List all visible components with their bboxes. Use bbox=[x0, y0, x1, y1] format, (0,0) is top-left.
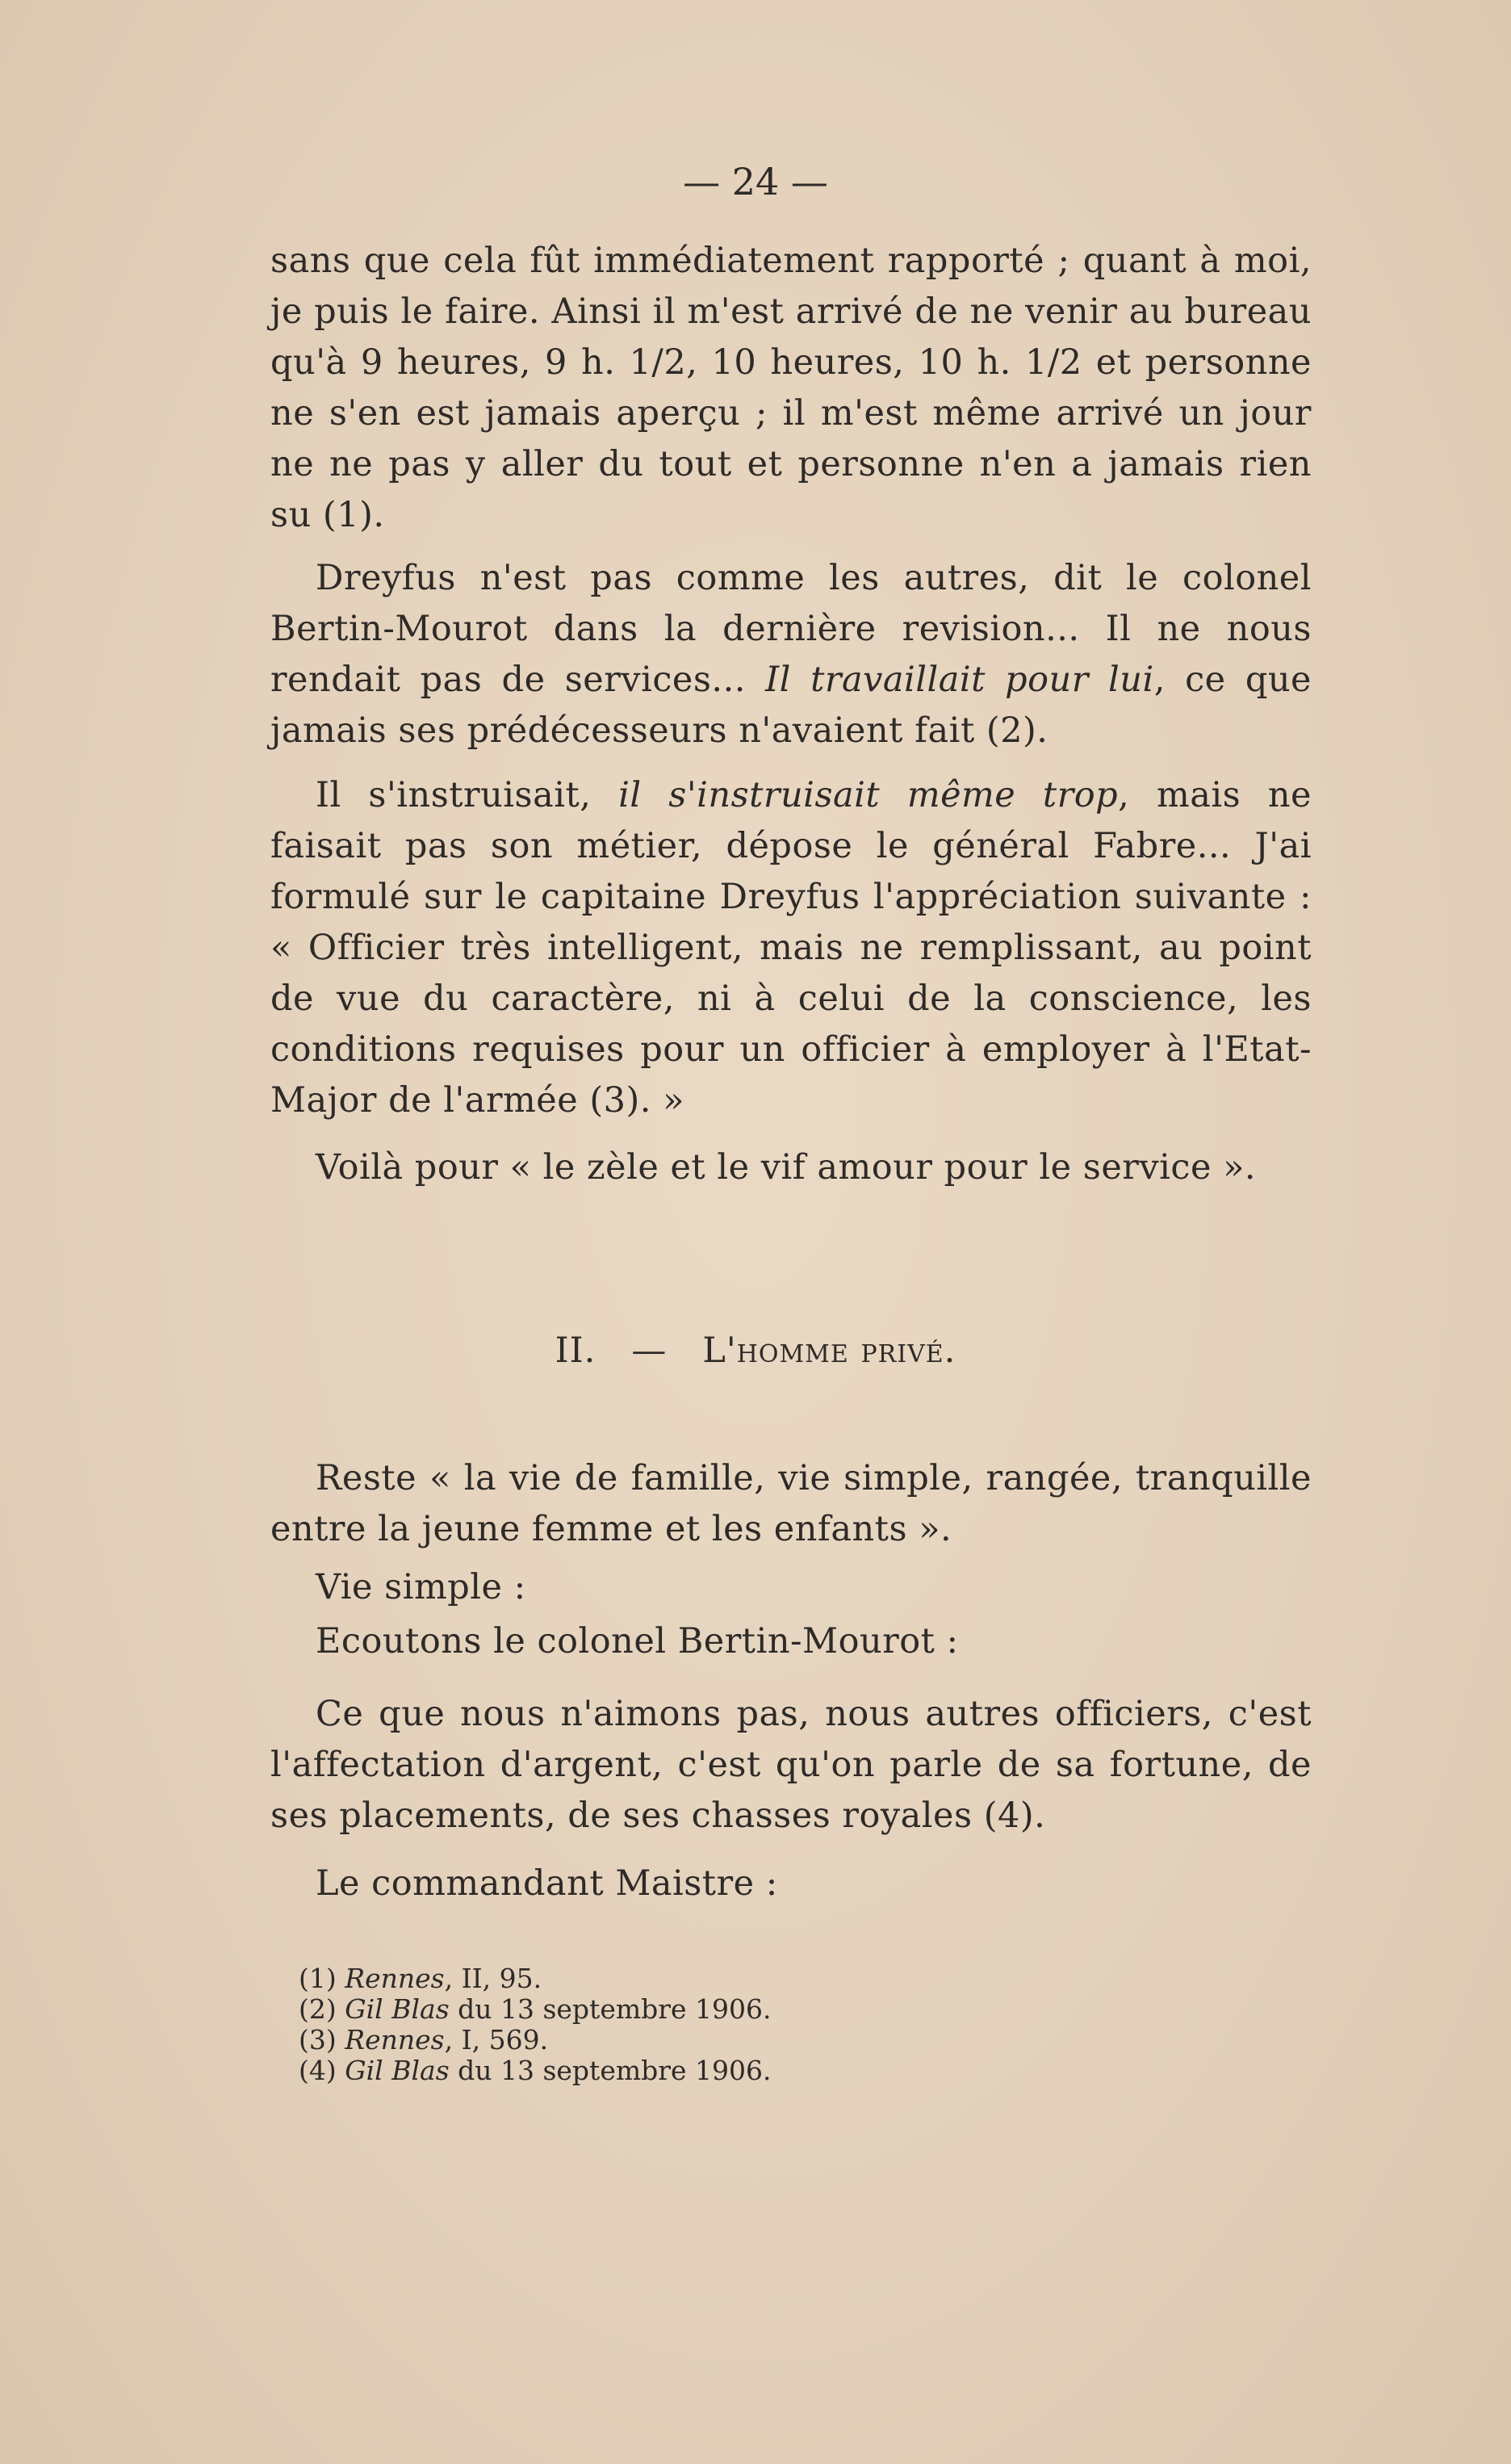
page-number: — 24 — bbox=[683, 160, 828, 203]
footnote-marker: (3) bbox=[299, 2024, 337, 2055]
paragraph-2-text-b: , ce que jamais ses prédécesseurs n'avaient fait (2). bbox=[270, 660, 1312, 751]
footnote-rest: , I, 569. bbox=[444, 2024, 549, 2055]
paragraph-9 bbox=[270, 1858, 1312, 1909]
section-dash: — bbox=[631, 1330, 668, 1371]
paragraph-3-text-b: , mais ne faisait pas son métier, dépose le général Fabre... J'ai formulé sur le capitaine Dreyfus l'appréciation suivante : « Officier très intelligent, mais ne remplissant, au point de vue du caractère, ni à celui de la conscience, les conditions requises pour un officier à employer à l'Etat-Major de l'armée (3). » bbox=[270, 775, 1312, 1121]
paragraph-5 bbox=[270, 1453, 1312, 1555]
paragraph-3 bbox=[270, 770, 1312, 1126]
paragraph-1-text: sans que cela fût immédiatement rapporté ; quant à moi, je puis le faire. Ainsi il m'est arrivé de ne venir au bureau qu'à 9 heures, 9 h. 1/2, 10 heures, 10 h. 1/2 et personne ne s'en est jamais aperçu ; il m'est même arrivé un jour ne ne pas y aller du tout et personne n'en a jamais rien su (1). bbox=[270, 241, 1312, 535]
footnote-source: Gil Blas bbox=[345, 1993, 450, 2025]
paragraph-1 bbox=[270, 236, 1312, 541]
paragraph-8-text: Ce que nous n'aimons pas, nous autres officiers, c'est l'affectation d'argent, c'est qu'on parle de sa fortune, de ses placements, de ses chasses royales (4). bbox=[270, 1694, 1312, 1836]
footnotes bbox=[299, 1963, 1187, 2086]
paragraph-6 bbox=[270, 1562, 1312, 1613]
footnote-rest: du 13 septembre 1906. bbox=[449, 2055, 772, 2086]
paragraph-2 bbox=[270, 553, 1312, 756]
footnote-2 bbox=[299, 1994, 1187, 2025]
paragraph-3-italic: il s'instruisait même trop bbox=[618, 775, 1119, 815]
footnote-source: Rennes bbox=[345, 1963, 445, 1994]
section-heading: L'homme privé. bbox=[702, 1330, 956, 1371]
section-title bbox=[0, 1330, 1511, 1371]
footnote-source: Gil Blas bbox=[345, 2055, 450, 2086]
paragraph-7-text: Ecoutons le colonel Bertin-Mourot : bbox=[316, 1621, 959, 1662]
footnote-rest: , II, 95. bbox=[444, 1963, 542, 1994]
section-number: II. bbox=[555, 1330, 596, 1371]
paragraph-7 bbox=[270, 1616, 1312, 1667]
footnote-rest: du 13 septembre 1906. bbox=[449, 1993, 772, 2025]
footnote-marker: (2) bbox=[299, 1993, 337, 2025]
paragraph-2-italic: Il travaillait pour lui bbox=[765, 660, 1154, 700]
footnote-4 bbox=[299, 2055, 1187, 2086]
footnote-1 bbox=[299, 1963, 1187, 1994]
paragraph-3-text-a: Il s'instruisait, bbox=[316, 775, 619, 815]
paragraph-4-text: Voilà pour « le zèle et le vif amour pour le service ». bbox=[316, 1147, 1257, 1188]
paragraph-4 bbox=[270, 1142, 1312, 1193]
footnote-source: Rennes bbox=[345, 2024, 445, 2055]
paragraph-9-text: Le commandant Maistre : bbox=[316, 1863, 778, 1904]
paragraph-6-text: Vie simple : bbox=[316, 1567, 526, 1607]
paragraph-5-text: Reste « la vie de famille, vie simple, rangée, tranquille entre la jeune femme et les enfants ». bbox=[270, 1458, 1312, 1549]
footnote-3 bbox=[299, 2025, 1187, 2055]
footnote-marker: (4) bbox=[299, 2055, 337, 2086]
paragraph-2-text-a: Dreyfus n'est pas comme les autres, dit le colonel Bertin-Mourot dans la dernière revision... Il ne nous rendait pas de services... bbox=[270, 558, 1312, 700]
paragraph-8 bbox=[270, 1689, 1312, 1842]
footnote-marker: (1) bbox=[299, 1963, 337, 1994]
